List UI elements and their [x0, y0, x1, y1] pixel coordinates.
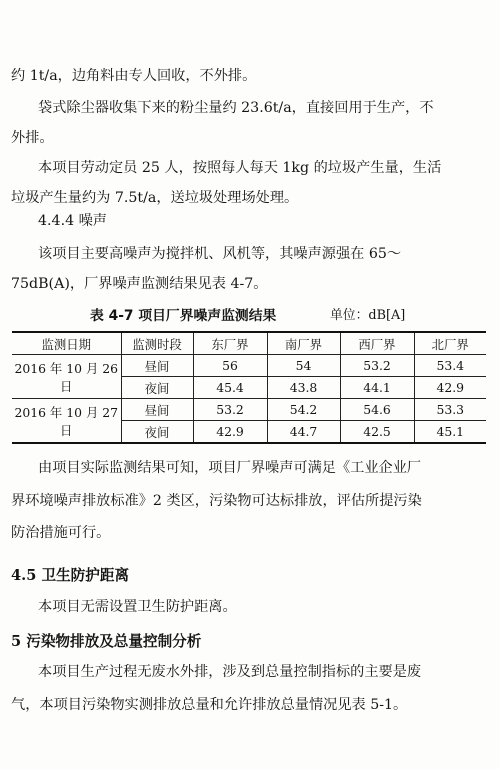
value-cell: 45.1 — [414, 421, 486, 444]
text-line: 垃圾产生量约为 7.5t/a，送垃圾处理场处理。 — [11, 190, 299, 206]
text-line: 防治措施可行。 — [11, 525, 111, 541]
value-cell: 54.2 — [267, 399, 340, 421]
header-cell: 北厂界 — [414, 332, 486, 355]
header-cell: 监测时段 — [121, 332, 193, 355]
period-cell: 昼间 — [121, 399, 193, 421]
header-cell: 监测日期 — [12, 332, 121, 355]
text-line: 袋式除尘器收集下来的粉尘量约 23.6t/a，直接回用于生产，不 — [38, 100, 434, 116]
table-row — [12, 355, 486, 377]
header-cell: 西厂界 — [340, 332, 414, 355]
date-cell: 2016 年 10 月 27 日 — [12, 399, 121, 444]
text-line: 本项目劳动定员 25 人，按照每人每天 1kg 的垃圾产生量，生活 — [38, 160, 442, 176]
table-header-row — [12, 332, 486, 355]
text-line: 75dB(A)，厂界噪声监测结果见表 4-7。 — [11, 276, 268, 292]
text-line: 本项目无需设置卫生防护距离。 — [38, 599, 237, 615]
text-line: 气，本项目污染物实测排放总量和允许排放总量情况见表 5-1。 — [11, 697, 408, 713]
value-cell: 42.9 — [414, 377, 486, 399]
table-row — [12, 399, 486, 421]
table-caption — [0, 306, 500, 326]
value-cell: 42.9 — [193, 421, 267, 444]
text-line: 约 1t/a，边角料由专人回收，不外排。 — [11, 68, 257, 84]
value-cell: 42.5 — [340, 421, 414, 444]
text-line: 该项目主要高噪声为搅拌机、风机等，其噪声源强在 65～ — [38, 246, 402, 262]
text-line: 本项目生产过程无废水外排，涉及到总量控制指标的主要是废 — [38, 664, 422, 680]
value-cell: 53.2 — [340, 355, 414, 377]
value-cell: 44.1 — [340, 377, 414, 399]
value-cell: 53.3 — [414, 399, 486, 421]
noise-monitoring-table — [12, 331, 486, 444]
value-cell: 44.7 — [267, 421, 340, 444]
value-cell: 53.2 — [193, 399, 267, 421]
table-unit: 单位：dB[A] — [330, 308, 406, 323]
period-cell: 夜间 — [121, 377, 193, 399]
text-line: 由项目实际监测结果可知，项目厂界噪声可满足《工业企业厂 — [38, 460, 422, 476]
section-heading-4-4-4: 4.4.4 噪声 — [38, 213, 107, 229]
header-cell: 东厂界 — [193, 332, 267, 355]
header-cell: 南厂界 — [267, 332, 340, 355]
value-cell: 43.8 — [267, 377, 340, 399]
text-line: 外排。 — [11, 130, 54, 146]
period-cell: 夜间 — [121, 421, 193, 444]
value-cell: 54.6 — [340, 399, 414, 421]
text-line: 界环境噪声排放标准》2 类区，污染物可达标排放，评估所提污染 — [11, 493, 422, 509]
section-heading-4-5: 4.5 卫生防护距离 — [11, 567, 130, 584]
section-heading-5: 5 污染物排放及总量控制分析 — [11, 633, 202, 650]
table-title: 表 4-7 项目厂界噪声监测结果 — [90, 308, 277, 324]
value-cell: 54 — [267, 355, 340, 377]
value-cell: 45.4 — [193, 377, 267, 399]
date-cell: 2016 年 10 月 26 日 — [12, 355, 121, 399]
value-cell: 56 — [193, 355, 267, 377]
period-cell: 昼间 — [121, 355, 193, 377]
value-cell: 53.4 — [414, 355, 486, 377]
